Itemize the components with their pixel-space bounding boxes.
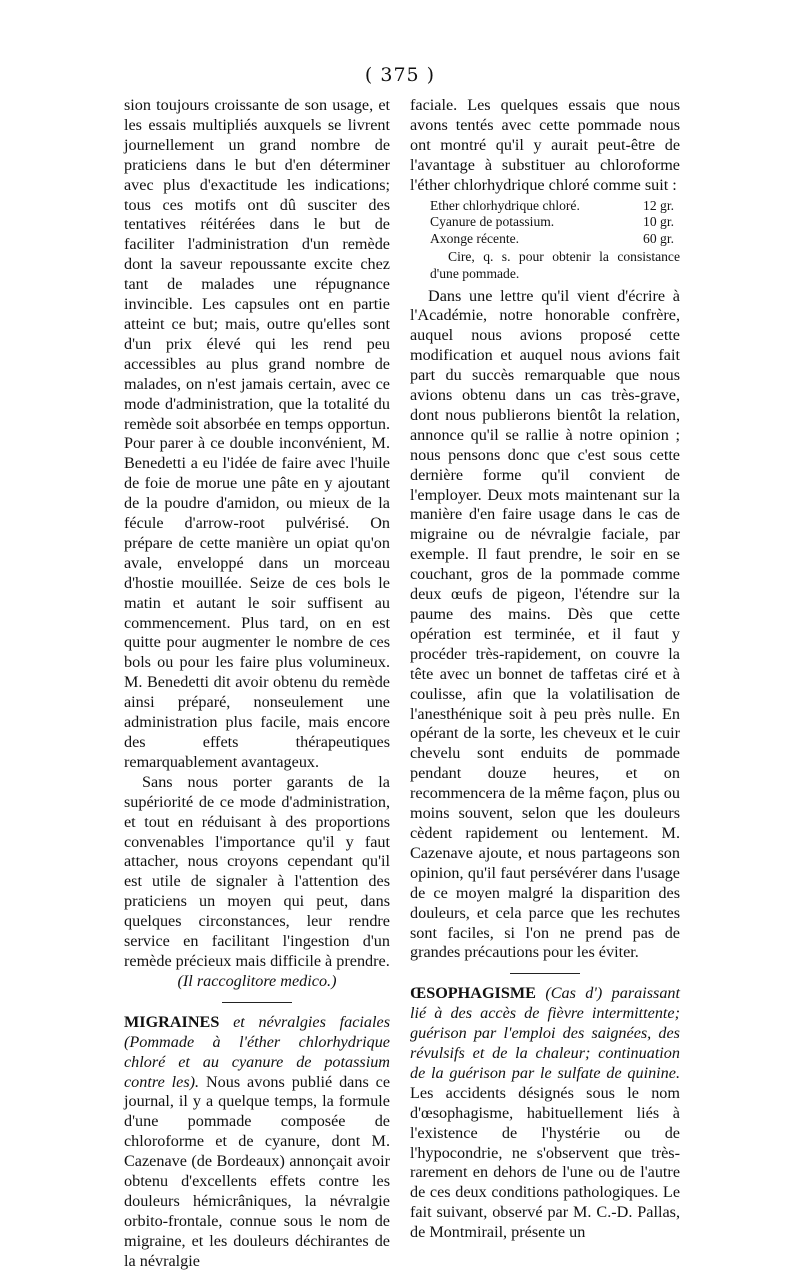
formula-item: Cyanure de potassium. <box>430 214 555 230</box>
formula-block <box>430 198 680 283</box>
formula-item: Ether chlorhydrique chloré. <box>430 197 580 213</box>
left-paragraph-2: Sans nous porter garants de la supériorité de ce mode d'administration, et tout en réduisant à des proportions convenables l'importance qu'il y faut attacher, nous croyons cependant qu'il est utile de signaler à l'attention des praticiens un moyen qui peut, dans quelques circonstances, leur rendre service en facilitant l'ingestion d'un remède précieux mais difficile à prendre. <box>124 772 390 970</box>
right-paragraph-1: faciale. Les quelques essais que nous avons tentés avec cette pommade nous ont montré qu'il y aurait peut-être de l'avantage à substituer au chloroforme l'éther chlorhydrique chloré comme suit : <box>410 96 680 194</box>
section-divider <box>222 1002 292 1003</box>
page-number: ( 375 ) <box>364 64 436 86</box>
article-subtitle: et névralgies faciales (Pommade à l'éther chlorhydrique chloré et au cyanure de potassium contre les). <box>124 1012 390 1091</box>
article-title: ŒSOPHAGISME <box>410 984 536 1003</box>
right-paragraph-3: Les accidents désignés sous le nom d'œsophagisme, habituellement liés à l'existence de l'hystérie ou de l'hypocondrie, ne s'observent que très-rarement en dehors de l'une ou de l'autre de ces deux conditions pathologiques. Le fait suivant, observé par M. C.-D. Pallas, de Montmirail, présente un <box>410 1083 680 1242</box>
formula-qty: 60 gr. <box>643 230 674 246</box>
left-paragraph-1: sion toujours croissante de son usage, et les essais multipliés auxquels se livrent journellement un grand nombre de praticiens dans le but d'en déterminer avec plus d'exactitude les indications; tous ces motifs ont dû susciter des tentatives réitérées dans le but de faciliter l'administration d'un remède dont la saveur repoussante excite chez tant de malades une répugnance invincible. Les capsules ont en partie atteint ce but; mais, outre qu'elles sont d'un prix élevé qui les rend peu accessibles au plus grand nombre de malades, on n'est jamais certain, avec ce mode d'administration, que la totalité du remède soit absorbée en temps opportun. Pour parer à ce double inconvénient, M. Benedetti a eu l'idée de faire avec l'huile de foie de morue une pâte en y ajoutant de la poudre d'amidon, ou mieux de la fécule d'arrow-root pulvérisé. On prépare de cette manière un opiat qu'on avale, enveloppé dans un morceau d'hostie mouillée. Seize de ces bols le matin et autant le soir suffisent au commencement. Plus tard, on en est quitte pour augmenter le nombre de ces bols ou pour les faire plus volumineux. M. Benedetti dit avoir obtenu du remède ainsi préparé, nonseulement une administration plus facile, mais encore des effets thérapeutiques remarquablement avantageux. <box>124 96 390 771</box>
formula-row <box>430 231 680 248</box>
formula-item: Axonge récente. <box>430 230 520 246</box>
article-title: MIGRAINES <box>124 1012 220 1031</box>
source-citation: (Il raccoglitore medico.) <box>177 971 337 990</box>
left-column <box>124 96 390 1272</box>
formula-qty: 12 gr. <box>643 197 674 213</box>
formula-qty: 10 gr. <box>643 214 674 230</box>
right-paragraph-2: Dans une lettre qu'il vient d'écrire à l'Académie, notre honorable confrère, auquel nous avions proposé cette modification et auquel nous avions fait part du succès remarquable que nous avions obtenu dans un cas très-grave, dont nous publierons bientôt la relation, annonce qu'il se rallie à notre opinion ; nous pensons donc que c'est sous cette dernière forme qu'il convient de l'employer. Deux mots maintenant sur la manière d'en faire usage dans le cas de migraine ou de névralgie faciale, par exemple. Il faut prendre, le soir en se couchant, gros de la pommade comme deux œufs de pigeon, l'étendre sur la paume des mains. Dès que cette opération est terminée, et il faut y procéder très-rapidement, on couvre la tête avec un bonnet de taffetas ciré et à coulisse, afin que la volatilisation de l'anesthénique soit à peu près nulle. En opérant de la sorte, les cheveux et le cuir chevelu sont enduits de pommade pendant douze heures, et on recommencera de la même façon, plus ou moins souvent, selon que les douleurs cèdent rapidement ou lentement. M. Cazenave ajoute, et nous partageons son opinion, qu'il faut persévérer dans l'usage de ce moyen malgré la disparition des douleurs, et cela parce que les rechutes sont faciles, si l'on ne prend pas de grandes précautions pour les éviter. <box>410 286 680 962</box>
article-heading-migraines <box>124 1013 390 1272</box>
article-subtitle: (Cas d') paraissant lié à des accès de fièvre intermittente; guérison par l'emploi des saignées, des révulsifs et de la chaleur; continuation de la guérison par le sulfate de quinine. <box>410 984 681 1082</box>
section-divider <box>510 973 580 974</box>
formula-row <box>430 198 680 215</box>
right-column <box>410 96 680 1243</box>
formula-note: Cire, q. s. pour obtenir la consistance d'une pommade. <box>430 249 680 281</box>
formula-row <box>430 214 680 231</box>
article-heading-oesophagisme <box>410 984 680 1243</box>
left-paragraph-3: Nous avons publié dans ce journal, il y a quelque temps, la formule d'une pommade composée de chloroforme et de cyanure, dont M. Cazenave (de Bordeaux) annonçait avoir obtenu d'excellents effets contre les douleurs hémicrâniques, la névralgie orbito-frontale, connue sous le nom de migraine, et les douleurs déchirantes de la névralgie <box>124 1072 391 1270</box>
